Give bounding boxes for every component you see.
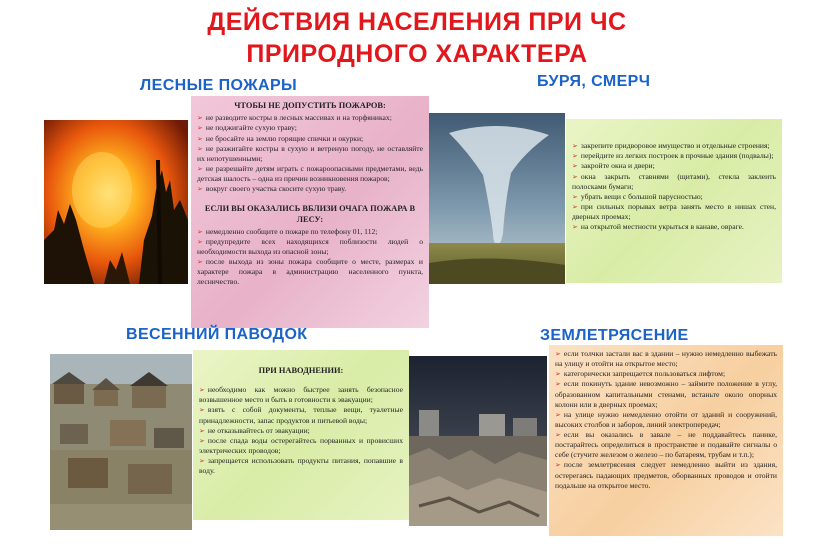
forest-fire-photo bbox=[44, 120, 188, 284]
earthquake-panel bbox=[549, 345, 783, 536]
list-item: ➢ предупредите всех находящихся поблизости людей о необходимости выхода из опасной зоны; bbox=[197, 236, 423, 257]
list-item: ➢ окна закрыть ставнями (щитами), стекла заклеить полосками бумаги; bbox=[572, 171, 776, 191]
storm-panel bbox=[566, 119, 782, 283]
list-item: ➢ необходимо как можно быстрее занять безопасное возвышенное место и быть в готовности к эвакуации; bbox=[199, 385, 403, 405]
list-item: ➢ не отказывайтесь от эвакуации; bbox=[199, 425, 310, 435]
earthquake-image bbox=[409, 356, 547, 526]
bullet-arrow-icon: ➢ bbox=[572, 142, 578, 150]
list-item: ➢ не бросайте на землю горящие спички и окурки; bbox=[197, 133, 364, 143]
earthquake-list bbox=[555, 349, 777, 491]
list-item: ➢ убрать вещи с большой парусностью; bbox=[572, 191, 703, 201]
list-item: ➢ немедленно сообщите о пожаре по телефону 01, 112; bbox=[197, 226, 378, 236]
flood-list bbox=[199, 385, 403, 476]
storm-list bbox=[572, 141, 776, 233]
bullet-arrow-icon: ➢ bbox=[572, 152, 578, 161]
bullet-arrow-icon: ➢ bbox=[197, 134, 203, 143]
tornado-image bbox=[429, 113, 565, 284]
earthquake-ruins-photo bbox=[409, 356, 547, 526]
bullet-arrow-icon: ➢ bbox=[199, 406, 205, 415]
list-item: ➢ не разжигайте костры в сухую и ветреную погоду, не оставляйте их непотушенными; bbox=[197, 143, 423, 164]
poster-title-line2: ПРИРОДНОГО ХАРАКТЕРА bbox=[246, 40, 588, 68]
bullet-arrow-icon: ➢ bbox=[555, 380, 561, 389]
bullet-arrow-icon: ➢ bbox=[572, 172, 578, 181]
flood-image bbox=[50, 354, 192, 530]
bullet-arrow-icon: ➢ bbox=[555, 370, 561, 379]
fire-nearby-list bbox=[197, 227, 423, 288]
bullet-arrow-icon: ➢ bbox=[199, 457, 205, 466]
bullet-arrow-icon: ➢ bbox=[197, 165, 203, 174]
heading-forest-fires: ЛЕСНЫЕ ПОЖАРЫ bbox=[140, 77, 298, 94]
bullet-arrow-icon: ➢ bbox=[572, 223, 578, 232]
list-item: ➢ при сильных порывах ветра занять место в нишах стен, дверных проемах; bbox=[572, 202, 776, 222]
bullet-arrow-icon: ➢ bbox=[199, 386, 205, 395]
bullet-arrow-icon: ➢ bbox=[197, 124, 203, 133]
tornado-photo bbox=[429, 113, 565, 284]
heading-flood: ВЕСЕННИЙ ПАВОДОК bbox=[126, 326, 308, 343]
list-item: ➢ после землетрясения следует немедленно выйти из здания, остерегаясь падающих предметов, оборванных проводов и отойти подальше на открытое место. bbox=[555, 460, 777, 490]
list-item: ➢ на улице нужно немедленно отойти от зданий и сооружений, высоких столбов и заборов, линий электропередач; bbox=[555, 409, 777, 429]
bullet-arrow-icon: ➢ bbox=[197, 227, 203, 236]
list-item: ➢ закройте окна и двери; bbox=[572, 161, 655, 171]
bullet-arrow-icon: ➢ bbox=[197, 144, 203, 153]
heading-storm: БУРЯ, СМЕРЧ bbox=[537, 73, 651, 90]
bullet-arrow-icon: ➢ bbox=[555, 410, 561, 419]
list-item: ➢ если вы оказались в завале – не поддавайтесь панике, постарайтесь определиться в пространстве и подавайте сигналы о себе (стучите железом о железо – по батареям, трубам и т.п.); bbox=[555, 430, 777, 460]
list-item: ➢ если покинуть здание невозможно – займите положение в углу, образованном капитальными стенами, встаньте около опорных колонн или в дверных проемах; bbox=[555, 379, 777, 409]
list-item: ➢ взять с собой документы, теплые вещи, туалетные принадлежности, запас продуктов и питьевой воды; bbox=[199, 405, 403, 425]
list-item: ➢ категорически запрещается пользоваться лифтом; bbox=[555, 369, 726, 379]
forest-fire-image bbox=[44, 120, 188, 284]
list-item: ➢ запрещается использовать продукты питания, попавшие в воду. bbox=[199, 456, 403, 476]
poster-title-line1: ДЕЙСТВИЯ НАСЕЛЕНИЯ ПРИ ЧС bbox=[207, 8, 627, 36]
list-item: ➢ после выхода из зоны пожара сообщите о месте, размерах и характере пожара в администрацию населенного пункта, лесничество. bbox=[197, 257, 423, 287]
list-item: ➢ не поджигайте сухую траву; bbox=[197, 123, 297, 133]
list-item: ➢ после спада воды остерегайтесь порванных и провисших электрических проводов; bbox=[199, 435, 403, 456]
list-item: ➢ закрепите придворовое имущество и отдельные строения; bbox=[572, 141, 770, 150]
list-item: ➢ не разводите костры в лесных массивах и на торфяниках; bbox=[197, 113, 392, 123]
bullet-arrow-icon: ➢ bbox=[572, 162, 578, 171]
fire-prevention-title: ЧТОБЫ НЕ ДОПУСТИТЬ ПОЖАРОВ: bbox=[234, 101, 386, 110]
bullet-arrow-icon: ➢ bbox=[197, 114, 203, 123]
bullet-arrow-icon: ➢ bbox=[572, 203, 578, 212]
list-item: ➢ перейдите из легких построек в прочные здания (подвалы); bbox=[572, 151, 774, 161]
bullet-arrow-icon: ➢ bbox=[555, 461, 561, 470]
bullet-arrow-icon: ➢ bbox=[197, 185, 203, 194]
flooded-village-photo bbox=[50, 354, 192, 530]
bullet-arrow-icon: ➢ bbox=[555, 350, 561, 358]
bullet-arrow-icon: ➢ bbox=[199, 426, 205, 435]
list-item: ➢ на открытой местности укрыться в канаве, овраге. bbox=[572, 222, 744, 232]
fire-prevention-panel bbox=[191, 96, 429, 328]
list-item: ➢ не разрешайте детям играть с пожароопасными предметами, ведь детская шалость – одна из причин возникновения пожаров; bbox=[197, 164, 423, 184]
fire-nearby-title: ЕСЛИ ВЫ ОКАЗАЛИСЬ ВБЛИЗИ ОЧАГА ПОЖАРА В ЛЕСУ: bbox=[204, 203, 416, 224]
bullet-arrow-icon: ➢ bbox=[197, 237, 203, 246]
fire-prevention-list bbox=[197, 113, 423, 194]
heading-earthquake: ЗЕМЛЕТРЯСЕНИЕ bbox=[540, 327, 689, 344]
bullet-arrow-icon: ➢ bbox=[555, 431, 561, 439]
list-item: ➢ если толчки застали вас в здании – нужно немедленно выбежать на улицу и отойти на открытое место; bbox=[555, 349, 777, 369]
list-item: ➢ вокруг своего участка скосите сухую траву. bbox=[197, 184, 347, 194]
flood-panel bbox=[193, 350, 409, 520]
bullet-arrow-icon: ➢ bbox=[199, 436, 205, 445]
flood-panel-title: ПРИ НАВОДНЕНИИ: bbox=[258, 366, 344, 375]
bullet-arrow-icon: ➢ bbox=[572, 192, 578, 201]
bullet-arrow-icon: ➢ bbox=[197, 258, 203, 267]
